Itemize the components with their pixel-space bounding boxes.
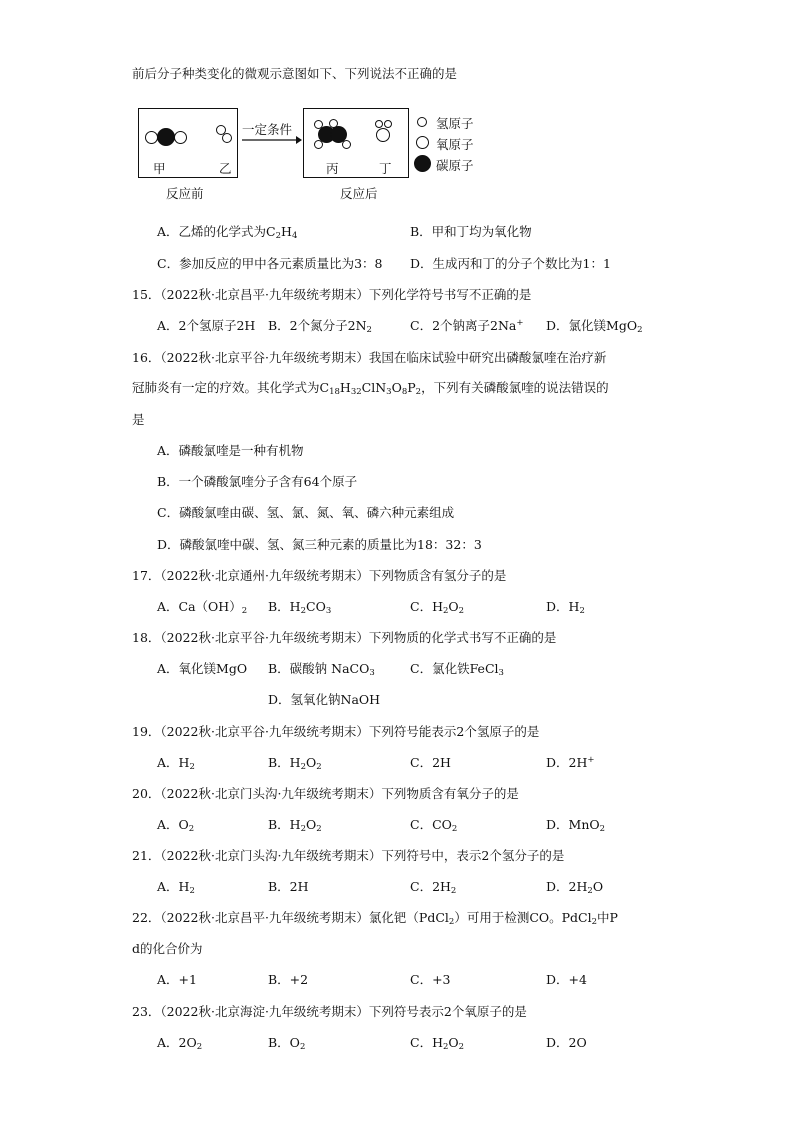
option-c: C．$H_2O_2$ [410, 1035, 465, 1052]
label-yi: 乙 [219, 161, 232, 176]
option-c: C．2个钠离子2Na+ [410, 318, 524, 333]
option-d: D．磷酸氯喹中碳、氢、氮三种元素的质量比为18：32：3 [157, 537, 482, 552]
option-d: D．生成丙和丁的分子个数比为1：1 [410, 256, 611, 271]
legend-hydrogen: 氢原子 [436, 116, 474, 131]
question-21-stem: 21．（2022秋·北京门头沟·九年级统考期末）下列符号中，表示2个氢分子的是 [132, 848, 565, 863]
option-b: B．$H_2CO_3$ [268, 599, 332, 616]
option-d: D．氢氧化钠NaOH [268, 692, 381, 707]
hydrogen-atom [222, 133, 232, 143]
option-b: B．$O_2$ [268, 1035, 306, 1052]
option-b: B．碳酸钠 NaCO$_3$ [268, 661, 375, 678]
option-c: C．磷酸氯喹由碳、氢、氯、氮、氧、磷六种元素组成 [157, 505, 455, 520]
option-a: A．$2O_2$ [157, 1035, 203, 1052]
before-box [138, 108, 238, 178]
reaction-arrow-icon [242, 134, 302, 146]
option-d: D．MnO$_2$ [546, 817, 606, 834]
label-before: 反应前 [166, 186, 204, 201]
question-23-stem: 23．（2022秋·北京海淀·九年级统考期末）下列符号表示2个氧原子的是 [132, 1004, 527, 1019]
option-a: A．乙烯的化学式为$C_2H_4$ [157, 224, 298, 241]
label-ding: 丁 [379, 161, 392, 176]
option-b: B．2个氮分子$2N_2$ [268, 318, 372, 335]
option-b: B．+2 [268, 972, 309, 987]
option-b: B．2H [268, 879, 309, 894]
hydrogen-atom [329, 119, 338, 128]
option-d: D．+4 [546, 972, 587, 987]
option-a: A．+1 [157, 972, 197, 987]
oxygen-atom [416, 136, 429, 149]
label-after: 反应后 [340, 186, 378, 201]
question-20-stem: 20．（2022秋·北京门头沟·九年级统考期末）下列物质含有氧分子的是 [132, 786, 519, 801]
option-c: C．氯化铁FeCl$_3$ [410, 661, 504, 678]
question-15-stem: 15．（2022秋·北京昌平·九年级统考期末）下列化学符号书写不正确的是 [132, 287, 532, 302]
option-d: D．$H_2$ [546, 599, 585, 616]
question-16-stem-3: 是 [132, 412, 145, 427]
question-16-stem-2: 冠肺炎有一定的疗效。其化学式为$C_{18}H_{32}ClN_3O_8P_2$，下列有关磷酸氯喹的说法错误的 [132, 380, 609, 397]
option-a: A．$O_2$ [157, 817, 195, 834]
hydrogen-atom [342, 140, 351, 149]
option-a: A．$H_2$ [157, 879, 195, 896]
label-jia: 甲 [153, 161, 166, 176]
question-17-stem: 17．（2022秋·北京通州·九年级统考期末）下列物质含有氢分子的是 [132, 568, 507, 583]
after-box [303, 108, 409, 178]
option-a: A．$H_2$ [157, 755, 195, 772]
hydrogen-atom [417, 117, 427, 127]
legend-oxygen: 氧原子 [436, 137, 474, 152]
option-c: C．$CO_2$ [410, 817, 458, 834]
option-d: D．氯化镁MgO$_2$ [546, 318, 643, 335]
option-c: C．$2H_2$ [410, 879, 457, 896]
question-19-stem: 19．（2022秋·北京平谷·九年级统考期末）下列符号能表示2个氢原子的是 [132, 724, 540, 739]
reaction-condition: 一定条件 [242, 122, 293, 137]
option-c: C．参加反应的甲中各元素质量比为3：8 [157, 256, 383, 271]
question-22-stem-2: d的化合价为 [132, 941, 203, 956]
option-a: A．磷酸氯喹是一种有机物 [157, 443, 304, 458]
question-18-stem: 18．（2022秋·北京平谷·九年级统考期末）下列物质的化学式书写不正确的是 [132, 630, 557, 645]
option-b: B．一个磷酸氯喹分子含有64个原子 [157, 474, 358, 489]
option-a: A．$Ca(OH)_2$ [157, 599, 248, 616]
option-b: B．$H_2O_2$ [268, 755, 322, 772]
carbon-atom [157, 128, 175, 146]
option-a: A．氧化镁MgO [157, 661, 248, 676]
oxygen-atom [376, 128, 390, 142]
option-b: B．$H_2O_2$ [268, 817, 322, 834]
question-22-stem: 22．（2022秋·北京昌平·九年级统考期末）氯化钯（PdCl$_2$）可用于检测CO。PdCl$_2$中P [132, 910, 618, 927]
label-bing: 丙 [326, 161, 339, 176]
option-a: A．2个氢原子2H [157, 318, 256, 333]
intro-text: 前后分子种类变化的微观示意图如下、下列说法不正确的是 [132, 66, 458, 81]
option-d: D．2O [546, 1035, 587, 1050]
hydrogen-atom [384, 120, 392, 128]
option-b: B．甲和丁均为氧化物 [410, 224, 532, 239]
option-d: D．$2H_2O$ [546, 879, 604, 896]
hydrogen-atom [375, 120, 383, 128]
option-c: C．+3 [410, 972, 451, 987]
option-c: C．2H [410, 755, 451, 770]
option-d: D．2H+ [546, 755, 595, 770]
question-16-stem: 16．（2022秋·北京平谷·九年级统考期末）我国在临床试验中研究出磷酸氯喹在治疗新 [132, 350, 607, 365]
option-c: C．$H_2O_2$ [410, 599, 465, 616]
legend-carbon: 碳原子 [436, 158, 474, 173]
carbon-atom [414, 155, 431, 172]
reaction-diagram [138, 108, 498, 204]
oxygen-atom [174, 131, 187, 144]
